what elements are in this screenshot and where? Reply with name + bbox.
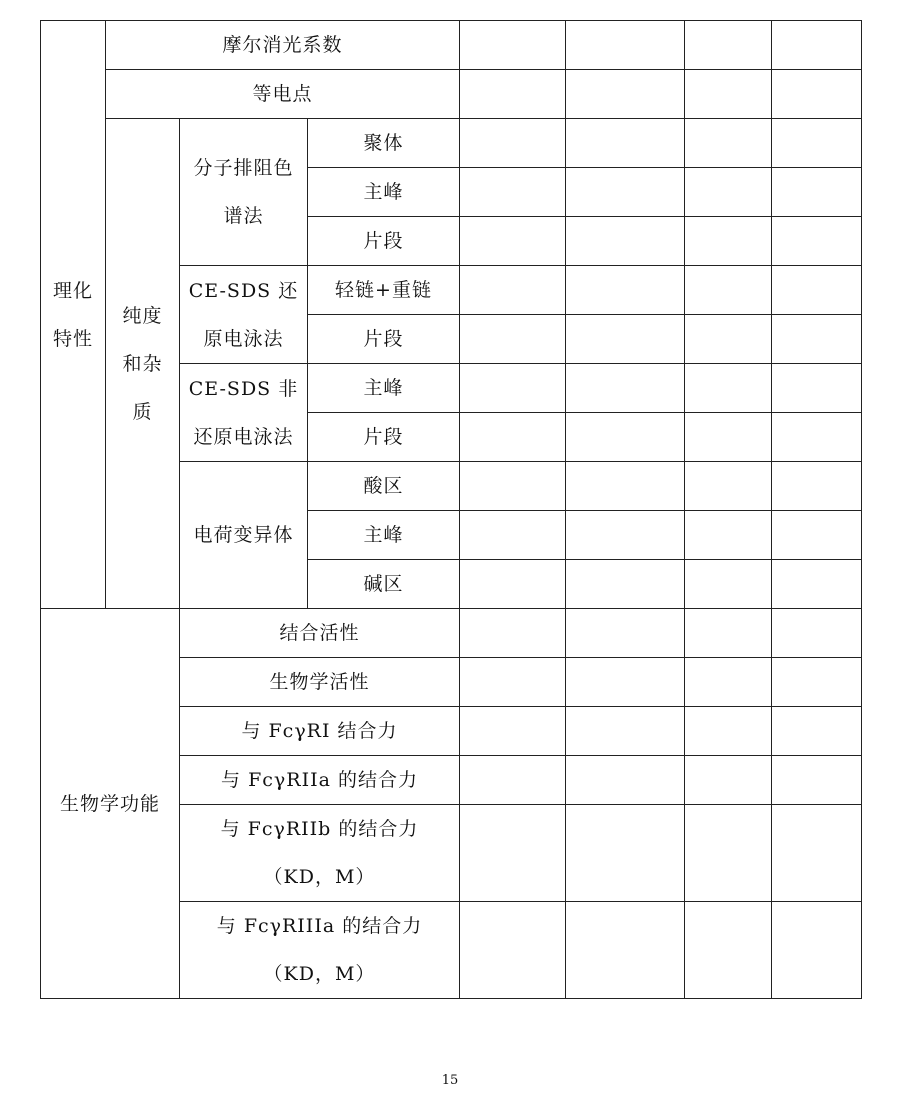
empty-cell xyxy=(685,70,772,119)
empty-cell xyxy=(685,364,772,413)
row-label-molar-extinction: 摩尔消光系数 xyxy=(106,21,460,70)
empty-cell xyxy=(685,462,772,511)
empty-cell xyxy=(772,511,862,560)
empty-cell xyxy=(685,756,772,805)
empty-cell xyxy=(460,756,566,805)
empty-cell xyxy=(460,21,566,70)
empty-cell xyxy=(566,217,685,266)
empty-cell xyxy=(772,119,862,168)
sub-label-fragment: 片段 xyxy=(308,217,460,266)
empty-cell xyxy=(566,707,685,756)
sub-label-fragment: 片段 xyxy=(308,413,460,462)
empty-cell xyxy=(566,805,685,902)
empty-cell xyxy=(685,315,772,364)
empty-cell xyxy=(685,707,772,756)
row-label-fcgriiia-affinity: 与 FcγRIIIa 的结合力 （KD，M） xyxy=(180,902,460,999)
section-purity: 纯度 和杂 质 xyxy=(106,119,180,609)
empty-cell xyxy=(566,756,685,805)
row-label-binding-activity: 结合活性 xyxy=(180,609,460,658)
row-label-isoelectric-point: 等电点 xyxy=(106,70,460,119)
empty-cell xyxy=(566,364,685,413)
empty-cell xyxy=(460,902,566,999)
empty-cell xyxy=(772,413,862,462)
empty-cell xyxy=(685,560,772,609)
row-label-fcgriib-affinity: 与 FcγRIIb 的结合力 （KD，M） xyxy=(180,805,460,902)
empty-cell xyxy=(566,119,685,168)
sub-label-fragment: 片段 xyxy=(308,315,460,364)
empty-cell xyxy=(685,21,772,70)
section-physchem: 理化 特性 xyxy=(41,21,106,609)
empty-cell xyxy=(460,413,566,462)
empty-cell xyxy=(685,609,772,658)
empty-cell xyxy=(772,805,862,902)
empty-cell xyxy=(460,609,566,658)
empty-cell xyxy=(772,70,862,119)
empty-cell xyxy=(460,70,566,119)
empty-cell xyxy=(685,805,772,902)
empty-cell xyxy=(772,315,862,364)
empty-cell xyxy=(772,364,862,413)
row-label-fcgriia-affinity: 与 FcγRIIa 的结合力 xyxy=(180,756,460,805)
empty-cell xyxy=(460,217,566,266)
sub-label-main-peak: 主峰 xyxy=(308,364,460,413)
method-sec: 分子排阻色 谱法 xyxy=(180,119,308,266)
empty-cell xyxy=(460,364,566,413)
empty-cell xyxy=(566,658,685,707)
empty-cell xyxy=(685,217,772,266)
empty-cell xyxy=(460,462,566,511)
sub-label-basic: 碱区 xyxy=(308,560,460,609)
empty-cell xyxy=(566,266,685,315)
empty-cell xyxy=(566,168,685,217)
empty-cell xyxy=(685,119,772,168)
empty-cell xyxy=(685,658,772,707)
sub-label-acidic: 酸区 xyxy=(308,462,460,511)
empty-cell xyxy=(460,119,566,168)
quality-attribute-table xyxy=(40,20,862,999)
sub-label-main-peak: 主峰 xyxy=(308,168,460,217)
empty-cell xyxy=(772,217,862,266)
row-label-biological-activity: 生物学活性 xyxy=(180,658,460,707)
empty-cell xyxy=(566,315,685,364)
sub-label-lc-hc: 轻链+重链 xyxy=(308,266,460,315)
page-number: 15 xyxy=(441,1073,459,1088)
empty-cell xyxy=(566,462,685,511)
empty-cell xyxy=(566,511,685,560)
empty-cell xyxy=(460,315,566,364)
empty-cell xyxy=(685,902,772,999)
method-ce-sds-reduced: CE-SDS 还 原电泳法 xyxy=(180,266,308,364)
empty-cell xyxy=(566,902,685,999)
empty-cell xyxy=(460,658,566,707)
empty-cell xyxy=(566,413,685,462)
empty-cell xyxy=(460,805,566,902)
empty-cell xyxy=(460,168,566,217)
section-biofunc: 生物学功能 xyxy=(41,609,180,999)
row-label-fcgri-affinity: 与 FcγRI 结合力 xyxy=(180,707,460,756)
empty-cell xyxy=(685,413,772,462)
empty-cell xyxy=(772,902,862,999)
method-ce-sds-nonreduced: CE-SDS 非 还原电泳法 xyxy=(180,364,308,462)
empty-cell xyxy=(460,266,566,315)
empty-cell xyxy=(460,511,566,560)
empty-cell xyxy=(772,21,862,70)
empty-cell xyxy=(772,168,862,217)
method-charge-variants: 电荷变异体 xyxy=(180,462,308,609)
sub-label-main-peak: 主峰 xyxy=(308,511,460,560)
empty-cell xyxy=(772,609,862,658)
empty-cell xyxy=(772,462,862,511)
empty-cell xyxy=(772,266,862,315)
sub-label-aggregate: 聚体 xyxy=(308,119,460,168)
empty-cell xyxy=(566,560,685,609)
empty-cell xyxy=(566,609,685,658)
empty-cell xyxy=(566,70,685,119)
empty-cell xyxy=(685,511,772,560)
empty-cell xyxy=(685,168,772,217)
empty-cell xyxy=(772,560,862,609)
empty-cell xyxy=(685,266,772,315)
empty-cell xyxy=(460,560,566,609)
empty-cell xyxy=(566,21,685,70)
empty-cell xyxy=(772,756,862,805)
empty-cell xyxy=(460,707,566,756)
empty-cell xyxy=(772,658,862,707)
empty-cell xyxy=(772,707,862,756)
